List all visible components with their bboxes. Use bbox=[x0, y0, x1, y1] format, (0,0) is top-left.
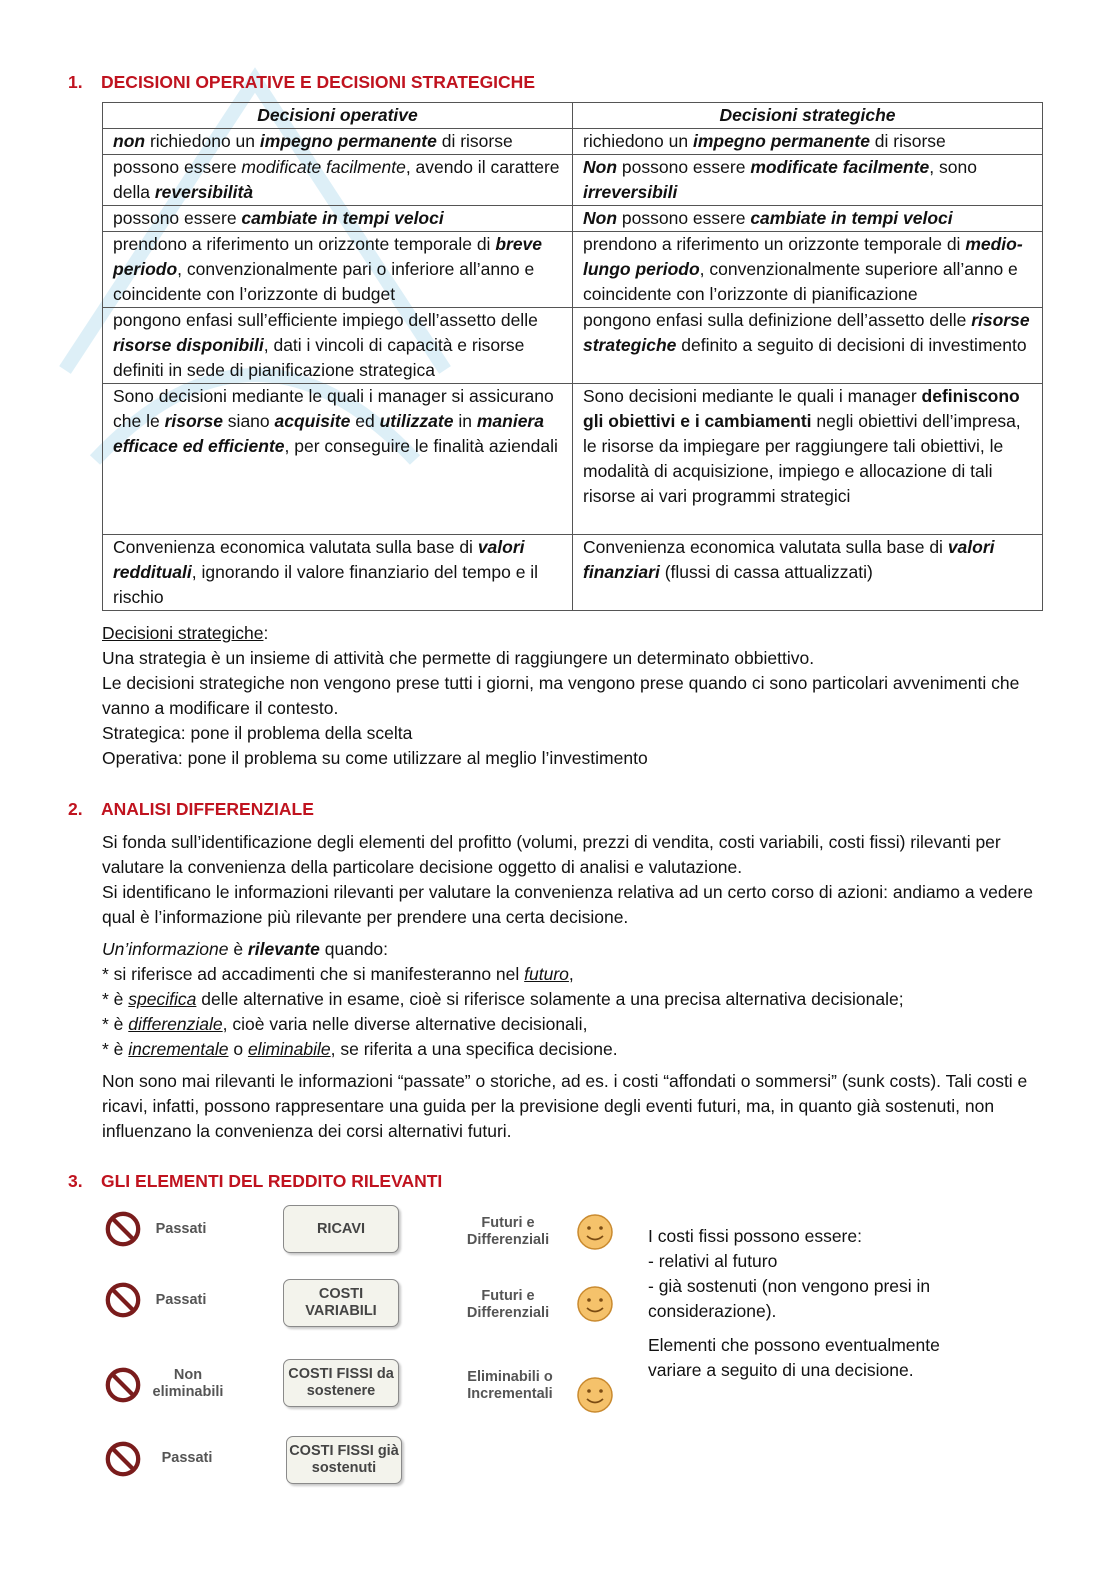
header-strategiche: Decisioni strategiche bbox=[573, 103, 1043, 129]
table-row bbox=[103, 206, 1043, 232]
section-3-heading bbox=[68, 1169, 442, 1194]
comparison-table bbox=[102, 102, 1043, 611]
diagram-left-label: Passati bbox=[155, 1292, 207, 1308]
diagram-right-label: Futuri e Differenziali bbox=[466, 1215, 550, 1248]
cell-strategiche: Non possono essere cambiate in tempi veloci bbox=[573, 206, 1043, 232]
header-operative: Decisioni operative bbox=[103, 103, 573, 129]
relevance-intro: Un’informazione è rilevante quando: bbox=[102, 939, 389, 959]
cell-strategiche: Non possono essere modificate facilmente, sono irreversibili bbox=[573, 155, 1043, 206]
table-row bbox=[103, 535, 1043, 611]
section-1-number: 1. bbox=[68, 72, 83, 92]
diagram-row-costi-fissi-da-sostenere bbox=[100, 1358, 640, 1418]
table-row bbox=[103, 308, 1043, 384]
cell-strategiche: prendono a riferimento un orizzonte temporale di medio-lungo periodo, convenzionalmente superiore all’anno e coincidente con l’orizzonte di pianificazione bbox=[573, 232, 1043, 308]
cell-operative: Sono decisioni mediante le quali i manager si assicurano che le risorse siano acquisite ed utilizzate in maniera efficace ed efficiente, per conseguire le finalità aziendali bbox=[103, 384, 573, 535]
relevance-bullet: * è differenziale, cioè varia nelle diverse alternative decisionali, bbox=[102, 1014, 588, 1034]
diagram-right-label: Eliminabili o Incrementali bbox=[467, 1369, 553, 1402]
diagram-row-costi-variabili bbox=[100, 1276, 640, 1336]
no-entry-icon bbox=[104, 1366, 142, 1404]
cell-operative: pongono enfasi sull’efficiente impiego dell’assetto delle risorse disponibili, dati i vincoli di capacità e risorse definiti in sede di pianificazione strategica bbox=[103, 308, 573, 384]
relevance-bullet: * è specifica delle alternative in esame, cioè si riferisce solamente a una precisa alternativa decisionale; bbox=[102, 989, 904, 1009]
smiley-icon bbox=[574, 1374, 616, 1416]
section-1-heading bbox=[68, 70, 535, 95]
diagram-right-label: Futuri e Differenziali bbox=[466, 1288, 550, 1321]
table-row bbox=[103, 384, 1043, 535]
notes-line: Una strategia è un insieme di attività che permette di raggiungere un determinato obbiettivo. bbox=[102, 648, 815, 668]
variable-elements-note: Elementi che possono eventualmente variare a seguito di una decisione. bbox=[648, 1335, 940, 1380]
diagram-box-ricavi: RICAVI bbox=[283, 1205, 399, 1253]
diagram-left-label: Passati bbox=[155, 1221, 207, 1237]
fixed-costs-line: I costi fissi possono essere: bbox=[648, 1226, 862, 1246]
income-elements-diagram bbox=[100, 1200, 640, 1500]
cell-operative: non richiedono un impegno permanente di risorse bbox=[103, 129, 573, 155]
section-2-heading bbox=[68, 797, 314, 822]
diagram-left-label: Passati bbox=[161, 1450, 213, 1466]
notes-line: Operativa: pone il problema su come utilizzare al meglio l’investimento bbox=[102, 748, 648, 768]
section-1-title: DECISIONI OPERATIVE E DECISIONI STRATEGICHE bbox=[101, 72, 535, 92]
section-2-number: 2. bbox=[68, 799, 83, 819]
section-3-title: GLI ELEMENTI DEL REDDITO RILEVANTI bbox=[101, 1171, 443, 1191]
notes-line: Strategica: pone il problema della scelta bbox=[102, 723, 413, 743]
cell-operative: possono essere cambiate in tempi veloci bbox=[103, 206, 573, 232]
cell-operative: Convenienza economica valutata sulla base di valori reddituali, ignorando il valore finanziario del tempo e il rischio bbox=[103, 535, 573, 611]
smiley-icon bbox=[574, 1283, 616, 1325]
no-entry-icon bbox=[104, 1440, 142, 1478]
diagram-box-costi-fissi-gia-sostenuti: COSTI FISSI già sostenuti bbox=[286, 1436, 402, 1484]
notes-subtitle: Decisioni strategiche bbox=[102, 623, 264, 643]
table-header-row bbox=[103, 103, 1043, 129]
section-3-number: 3. bbox=[68, 1171, 83, 1191]
cell-operative: prendono a riferimento un orizzonte temporale di breve periodo, convenzionalmente pari o inferiore all’anno e coincidente con l’orizzonte di budget bbox=[103, 232, 573, 308]
section-2-para: Non sono mai rilevanti le informazioni “passate” o storiche, ad es. i costi “affondati o sommersi” (sunk costs). Tali costi e ricavi, infatti, possono rappresentare una guida per la previsione degli eventi futuri, ma, in quanto già sostenuti, non influenzano la convenienza dei corsi alternativi futuri. bbox=[102, 1071, 1028, 1141]
no-entry-icon bbox=[104, 1210, 142, 1248]
table-row bbox=[103, 232, 1043, 308]
section-2-title: ANALISI DIFFERENZIALE bbox=[101, 799, 314, 819]
table-row bbox=[103, 129, 1043, 155]
diagram-box-costi-variabili: COSTI VARIABILI bbox=[283, 1279, 399, 1327]
cell-strategiche: Convenienza economica valutata sulla base di valori finanziari (flussi di cassa attualizzati) bbox=[573, 535, 1043, 611]
section-1-notes bbox=[102, 621, 1047, 771]
table-row bbox=[103, 155, 1043, 206]
cell-strategiche: richiedono un impegno permanente di risorse bbox=[573, 129, 1043, 155]
section-2-para: Si identificano le informazioni rilevanti per valutare la convenienza relativa ad un certo corso di azioni: andiamo a vedere qual è l’informazione più rilevante per prendere una certa decisione. bbox=[102, 882, 1033, 927]
diagram-left-label: Non eliminabili bbox=[152, 1367, 224, 1400]
section-2-body bbox=[102, 830, 1047, 1144]
diagram-row-ricavi bbox=[100, 1205, 640, 1265]
notes-line: Le decisioni strategiche non vengono prese tutti i giorni, ma vengono prese quando ci sono particolari avvenimenti che vanno a modificare il contesto. bbox=[102, 673, 1020, 718]
relevance-bullet: * si riferisce ad accadimenti che si manifesteranno nel futuro, bbox=[102, 964, 574, 984]
no-entry-icon bbox=[104, 1281, 142, 1319]
cell-strategiche: Sono decisioni mediante le quali i manager definiscono gli obiettivi e i cambiamenti negli obiettivi dell’impresa, le risorse da impiegare per raggiungere tali obiettivi, le modalità di acquisizione, impiego e allocazione di tali risorse ai vari programmi strategici bbox=[573, 384, 1043, 535]
smiley-icon bbox=[574, 1211, 616, 1253]
fixed-costs-note bbox=[648, 1224, 988, 1383]
relevance-bullet: * è incrementale o eliminabile, se riferita a una specifica decisione. bbox=[102, 1039, 618, 1059]
cell-operative: possono essere modificate facilmente, avendo il carattere della reversibilità bbox=[103, 155, 573, 206]
fixed-costs-line: - relativi al futuro bbox=[648, 1251, 778, 1271]
cell-strategiche: pongono enfasi sulla definizione dell’assetto delle risorse strategiche definito a seguito di decisioni di investimento bbox=[573, 308, 1043, 384]
diagram-row-costi-fissi-gia-sostenuti bbox=[100, 1436, 640, 1496]
section-2-para: Si fonda sull’identificazione degli elementi del profitto (volumi, prezzi di vendita, costi variabili, costi fissi) rilevanti per valutare la convenienza della particolare decisione oggetto di analisi e valutazione. bbox=[102, 832, 1001, 877]
notes-subtitle-colon: : bbox=[263, 623, 269, 643]
diagram-box-costi-fissi-da-sostenere: COSTI FISSI da sostenere bbox=[283, 1359, 399, 1407]
fixed-costs-line: - già sostenuti (non vengono presi in considerazione). bbox=[648, 1276, 931, 1321]
